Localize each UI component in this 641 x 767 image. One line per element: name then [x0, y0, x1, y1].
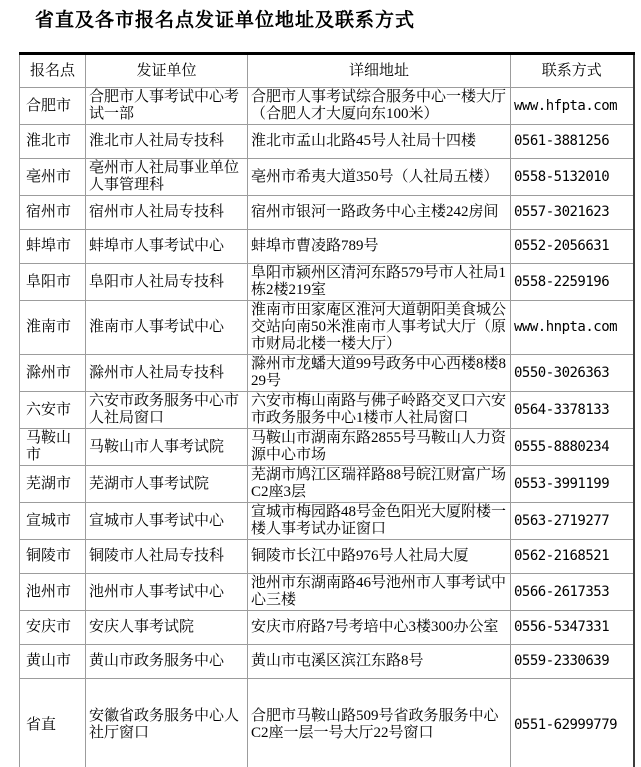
issuing-unit-cell: 滁州市人社局专技科: [86, 355, 248, 392]
issuing-unit-cell: 安徽省政务服务中心人社厅窗口: [86, 679, 248, 767]
detailed-address-cell: 淮北市孟山北路45号人社局十四楼: [248, 125, 511, 159]
detailed-address-cell: 合肥市马鞍山路509号省政务服务中心C2座一层一号大厅22号窗口: [248, 679, 511, 767]
issuing-unit-cell: 六安市政务服务中心市人社局窗口: [86, 392, 248, 429]
table-row: [20, 429, 634, 466]
contact-method-cell: 0566-2617353: [511, 574, 634, 611]
registration-point-cell: 合肥市: [20, 88, 86, 125]
registration-point-cell: 池州市: [20, 574, 86, 611]
detailed-address-cell: 合肥市人事考试综合服务中心一楼大厅（合肥人才大厦向东100米）: [248, 88, 511, 125]
contact-method-cell: 0551-62999779: [511, 679, 634, 767]
detailed-address-cell: 六安市梅山南路与佛子岭路交叉口六安市政务服务中心1楼市人社局窗口: [248, 392, 511, 429]
issuing-unit-cell: 亳州市人社局事业单位人事管理科: [86, 159, 248, 196]
contact-method-cell: 0558-5132010: [511, 159, 634, 196]
contact-info-table: [19, 52, 635, 767]
contact-method-cell: 0564-3378133: [511, 392, 634, 429]
table-row: [20, 230, 634, 264]
table-row: [20, 645, 634, 679]
registration-point-cell: 淮北市: [20, 125, 86, 159]
detailed-address-cell: 安庆市府路7号考培中心3楼300办公室: [248, 611, 511, 645]
table-row: [20, 611, 634, 645]
detailed-address-cell: 淮南市田家庵区淮河大道朝阳美食城公交站向南50米淮南市人事考试大厅（原市财局北楼一楼大厅）: [248, 301, 511, 355]
issuing-unit-cell: 安庆人事考试院: [86, 611, 248, 645]
page-title: 省直及各市报名点发证单位地址及联系方式: [35, 10, 416, 31]
contact-method-cell: 0555-8880234: [511, 429, 634, 466]
registration-point-cell: 安庆市: [20, 611, 86, 645]
contact-method-cell: 0556-5347331: [511, 611, 634, 645]
issuing-unit-cell: 阜阳市人社局专技科: [86, 264, 248, 301]
table-row: [20, 196, 634, 230]
table-row: [20, 301, 634, 355]
issuing-unit-cell: 合肥市人事考试中心考试一部: [86, 88, 248, 125]
registration-point-cell: 淮南市: [20, 301, 86, 355]
table-row: [20, 355, 634, 392]
contact-method-cell: 0563-2719277: [511, 503, 634, 540]
contact-method-cell: 0553-3991199: [511, 466, 634, 503]
column-header-registration-point: 报名点: [20, 54, 86, 88]
contact-method-cell: 0562-2168521: [511, 540, 634, 574]
issuing-unit-cell: 池州市人事考试中心: [86, 574, 248, 611]
issuing-unit-cell: 马鞍山市人事考试院: [86, 429, 248, 466]
detailed-address-cell: 芜湖市鸠江区瑞祥路88号皖江财富广场C2座3层: [248, 466, 511, 503]
detailed-address-cell: 池州市东湖南路46号池州市人事考试中心三楼: [248, 574, 511, 611]
issuing-unit-cell: 淮南市人事考试中心: [86, 301, 248, 355]
issuing-unit-cell: 黄山市政务服务中心: [86, 645, 248, 679]
column-header-contact-method: 联系方式: [511, 54, 634, 88]
contact-method-cell: www.hnpta.com: [511, 301, 634, 355]
table-row: [20, 679, 634, 767]
contact-method-cell: 0559-2330639: [511, 645, 634, 679]
registration-point-cell: 宣城市: [20, 503, 86, 540]
detailed-address-cell: 亳州市希夷大道350号（人社局五楼）: [248, 159, 511, 196]
detailed-address-cell: 黄山市屯溪区滨江东路8号: [248, 645, 511, 679]
registration-point-cell: 六安市: [20, 392, 86, 429]
detailed-address-cell: 蚌埠市曹凌路789号: [248, 230, 511, 264]
issuing-unit-cell: 蚌埠市人事考试中心: [86, 230, 248, 264]
table-header-row: [20, 54, 634, 88]
contact-method-cell: www.hfpta.com: [511, 88, 634, 125]
contact-method-cell: 0552-2056631: [511, 230, 634, 264]
registration-point-cell: 芜湖市: [20, 466, 86, 503]
table-body: [20, 88, 634, 767]
issuing-unit-cell: 宣城市人事考试中心: [86, 503, 248, 540]
issuing-unit-cell: 芜湖市人事考试院: [86, 466, 248, 503]
registration-point-cell: 铜陵市: [20, 540, 86, 574]
table-row: [20, 466, 634, 503]
detailed-address-cell: 宿州市银河一路政务中心主楼242房间: [248, 196, 511, 230]
detailed-address-cell: 宣城市梅园路48号金色阳光大厦附楼一楼人事考试办证窗口: [248, 503, 511, 540]
registration-point-cell: 滁州市: [20, 355, 86, 392]
registration-point-cell: 阜阳市: [20, 264, 86, 301]
registration-point-cell: 黄山市: [20, 645, 86, 679]
table-row: [20, 540, 634, 574]
detailed-address-cell: 马鞍山市湖南东路2855号马鞍山人力资源中心市场: [248, 429, 511, 466]
contact-method-cell: 0561-3881256: [511, 125, 634, 159]
detailed-address-cell: 铜陵市长江中路976号人社局大厦: [248, 540, 511, 574]
issuing-unit-cell: 淮北市人社局专技科: [86, 125, 248, 159]
detailed-address-cell: 阜阳市颍州区清河东路579号市人社局1栋2楼219室: [248, 264, 511, 301]
table-row: [20, 503, 634, 540]
column-header-detailed-address: 详细地址: [248, 54, 511, 88]
table-row: [20, 574, 634, 611]
contact-method-cell: 0557-3021623: [511, 196, 634, 230]
table-row: [20, 264, 634, 301]
contact-method-cell: 0558-2259196: [511, 264, 634, 301]
table-row: [20, 125, 634, 159]
contact-method-cell: 0550-3026363: [511, 355, 634, 392]
registration-point-cell: 省直: [20, 679, 86, 767]
column-header-issuing-unit: 发证单位: [86, 54, 248, 88]
issuing-unit-cell: 铜陵市人社局专技科: [86, 540, 248, 574]
table-row: [20, 88, 634, 125]
registration-point-cell: 亳州市: [20, 159, 86, 196]
registration-point-cell: 宿州市: [20, 196, 86, 230]
registration-point-cell: 马鞍山市: [20, 429, 86, 466]
detailed-address-cell: 滁州市龙蟠大道99号政务中心西楼8楼829号: [248, 355, 511, 392]
table-row: [20, 159, 634, 196]
table-row: [20, 392, 634, 429]
issuing-unit-cell: 宿州市人社局专技科: [86, 196, 248, 230]
registration-point-cell: 蚌埠市: [20, 230, 86, 264]
